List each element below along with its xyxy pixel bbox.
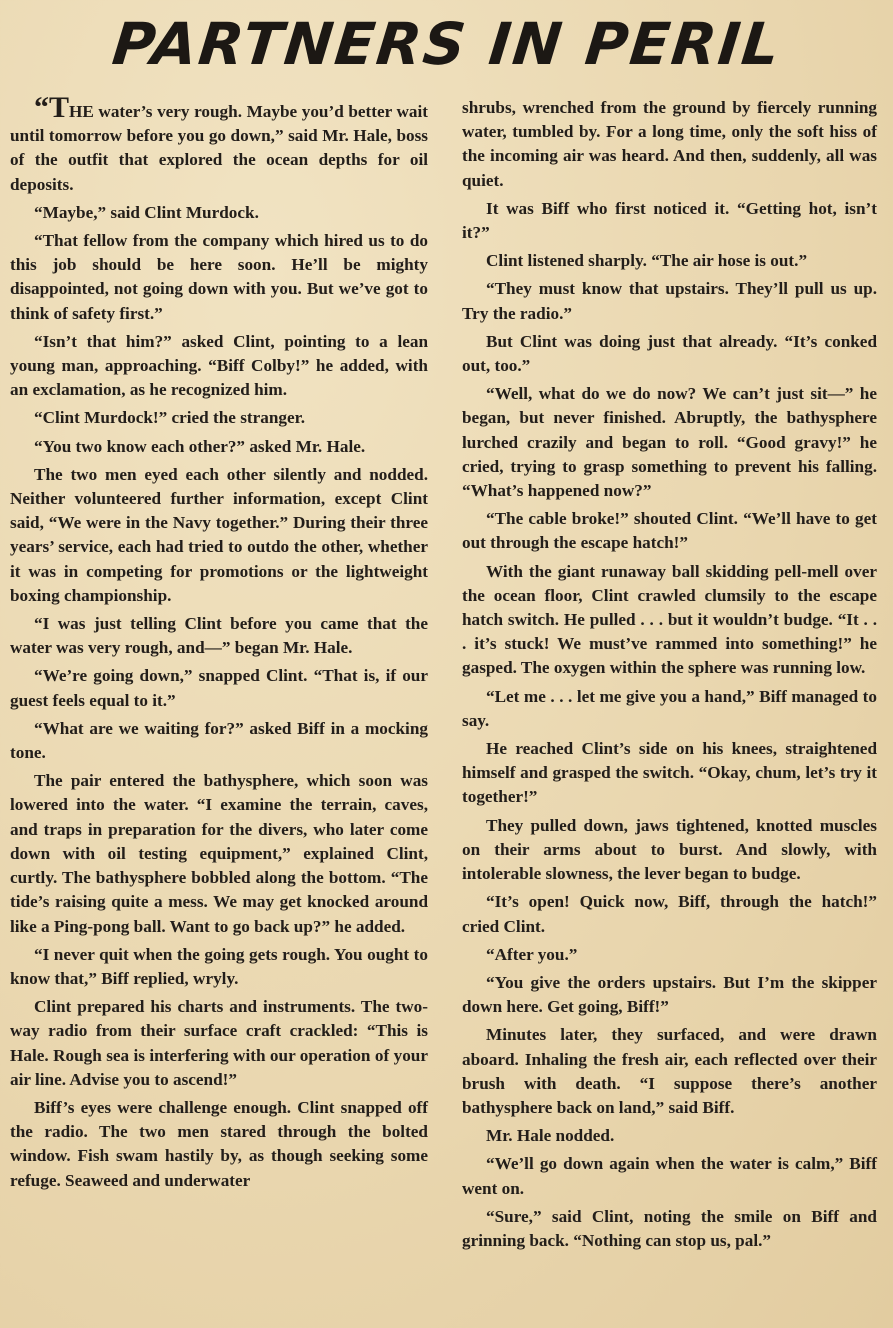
paragraph: “Sure,” said Clint, noting the smile on Biff and grinning back. “Nothing can stop us, pal.”	[462, 1206, 877, 1250]
left-column	[10, 91, 428, 1197]
paragraph: Mr. Hale nodded.	[486, 1126, 615, 1146]
paragraph: “Isn’t that him?” asked Clint, pointing to a lean young man, approaching. “Biff Colby!” he added, with an exclamation, as he recognized him.	[10, 331, 428, 400]
paragraph: “The cable broke!” shouted Clint. “We’ll have to get out through the escape hatch!”	[462, 509, 877, 553]
right-column	[462, 96, 877, 1257]
paragraph: He reached Clint’s side on his knees, straightened himself and grasped the switch. “Okay, chum, let’s try it together!”	[462, 739, 877, 807]
paragraph: “Clint Murdock!” cried the stranger.	[34, 408, 305, 428]
paragraph: “I never quit when the going gets rough. You ought to know that,” Biff replied, wryly.	[10, 944, 428, 988]
paragraph: “What are we waiting for?” asked Biff in a mocking tone.	[10, 718, 428, 763]
paragraph: It was Biff who first noticed it. “Getting hot, isn’t it?”	[462, 198, 877, 243]
story-title: PARTNERS IN PERIL	[109, 10, 785, 78]
paragraph: “Well, what do we do now? We can’t just sit—” he began, but never finished. Abruptly, the bathysphere lurched crazily and began to roll. “Good gravy!” he cried, trying to grasp something to prevent his falling. “What’s happened now?”	[462, 384, 877, 501]
paragraph: The pair entered the bathysphere, which soon was lowered into the water. “I examine the terrain, caves, and traps in preparation for the divers, who later come down with oil testing equipment,” explained Clint, curtly. The bathysphere bobbled along the bottom. “The tide’s raising quite a mess. We may get knocked around like a Ping-pong ball. Want to go back up?” he added.	[10, 771, 428, 936]
paragraph: “You two know each other?” asked Mr. Hale.	[34, 436, 366, 456]
paragraph: “Maybe,” said Clint Murdock.	[34, 202, 259, 222]
paragraph: Clint prepared his charts and instruments. The two-way radio from their surface craft crackled: “This is Hale. Rough sea is interfering with our operation of your air line. Advise you to ascend!”	[10, 997, 428, 1089]
paragraph: But Clint was doing just that already. “It’s conked out, too.”	[462, 331, 877, 376]
paragraph: Biff’s eyes were challenge enough. Clint snapped off the radio. The two men stared through the bolted window. Fish swam hastily by, as though seeking some refuge. Seaweed and underwater	[10, 1097, 428, 1190]
paragraph: shrubs, wrenched from the ground by fiercely running water, tumbled by. For a long time, only the soft hiss of the incoming air was heard. And then, suddenly, all was quiet.	[462, 98, 877, 190]
paragraph: “Let me . . . let me give you a hand,” Biff managed to say.	[462, 686, 877, 730]
paragraph: “THE water’s very rough. Maybe you’d better wait until tomorrow before you go down,” said Mr. Hale, boss of the outfit that explored the ocean depths for oil deposits.	[10, 91, 428, 194]
paragraph: Minutes later, they surfaced, and were drawn aboard. Inhaling the fresh air, each reflected over their brush with death. “I suppose there’s another bathysphere back on land,” said Biff.	[462, 1025, 877, 1117]
paragraph: “It’s open! Quick now, Biff, through the hatch!” cried Clint.	[462, 892, 877, 936]
paragraph: “That fellow from the company which hired us to do this job should be here soon. He’ll be mighty disappointed, not going down with you. But we’ve got to think of safety first.”	[10, 231, 428, 323]
paragraph: The two men eyed each other silently and nodded. Neither volunteered further information, except Clint said, “We were in the Navy together.” During their three years’ service, each had tried to outdo the other, whether it was in competing for promotions or the lightweight boxing championship.	[10, 464, 428, 605]
paragraph: Clint listened sharply. “The air hose is out.”	[486, 251, 808, 271]
paragraph: “After you.”	[486, 944, 578, 964]
paragraph: They pulled down, jaws tightened, knotted muscles on their arms about to burst. And slowly, with intolerable slowness, the lever began to budge.	[462, 815, 877, 884]
paragraph: “I was just telling Clint before you came that the water was very rough, and—” began Mr. Hale.	[10, 614, 428, 658]
paragraph: “We’re going down,” snapped Clint. “That is, if our guest feels equal to it.”	[10, 666, 428, 710]
paragraph: “They must know that upstairs. They’ll pull us up. Try the radio.”	[462, 279, 877, 323]
paragraph: “You give the orders upstairs. But I’m the skipper down here. Get going, Biff!”	[462, 972, 877, 1017]
paragraph: With the giant runaway ball skidding pell-mell over the ocean floor, Clint crawled clumsily to the escape hatch switch. He pulled . . . but it wouldn’t budge. “It . . . it’s stuck! We must’ve rammed into something!” he gasped. The oxygen within the sphere was running low.	[462, 561, 877, 678]
paragraph: “We’ll go down again when the water is calm,” Biff went on.	[462, 1154, 877, 1198]
